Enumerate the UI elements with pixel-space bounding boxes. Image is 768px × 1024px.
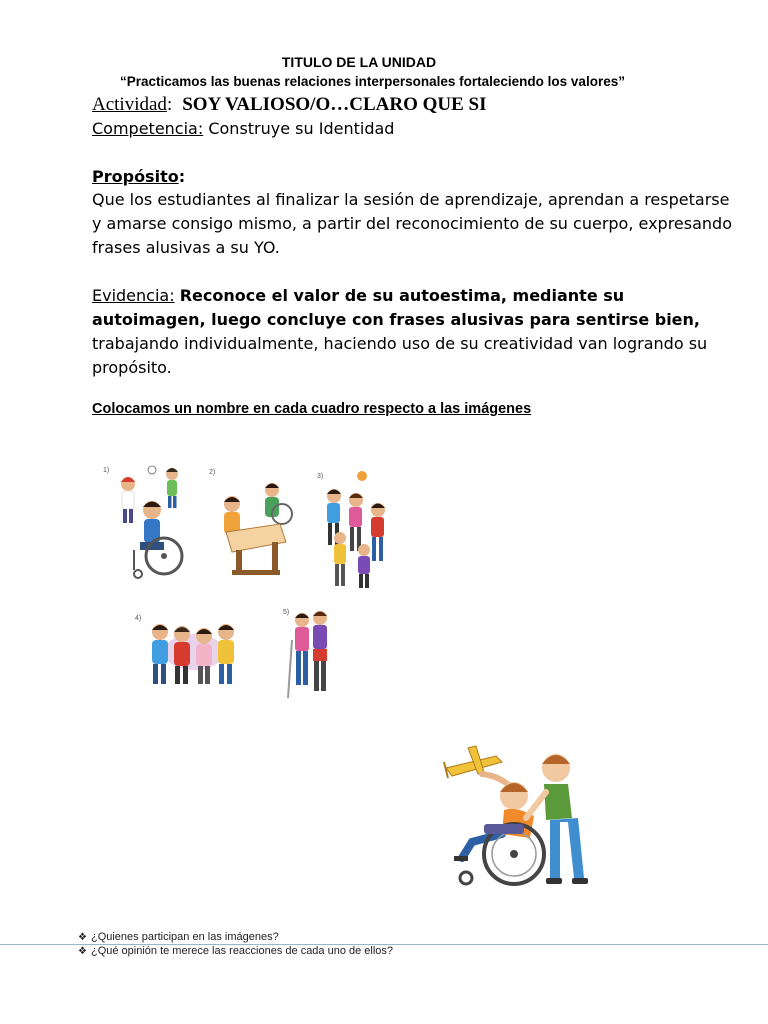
proposito-text: Que los estudiantes al finalizar la sesión de aprendizaje, aprendan a respetarse y amarse consigo mismo, a partir del reconocimiento de su cuerpo, expresando frases alusivas a su YO. xyxy=(92,190,732,257)
question-text: ¿Qué opinión te merece las reacciones de cada uno de ellos? xyxy=(90,945,394,957)
activity-colon: : xyxy=(166,94,173,115)
image-number-5: 5) xyxy=(283,609,290,616)
competencia-line xyxy=(92,119,394,138)
unit-title: TITULO DE LA UNIDAD xyxy=(281,54,437,70)
image-number-2: 2) xyxy=(209,469,216,476)
activity-title: SOY VALIOSO/O…CLARO QUE SI xyxy=(182,94,487,115)
image-number-3: 3) xyxy=(317,473,324,480)
unit-subtitle: “Practicamos las buenas relaciones interpersonales fortaleciendo los valores” xyxy=(120,74,625,89)
proposito-heading xyxy=(92,167,185,186)
image-kids-talking xyxy=(132,610,244,690)
evidencia-bold-text: Reconoce el valor de su autoestima, mediante su autoimagen, luego concluye con frases alusivas para sentirse bien, xyxy=(92,286,700,329)
image-number-4: 4) xyxy=(135,615,142,622)
image-kids-at-table xyxy=(206,462,296,580)
instruction-heading: Colocamos un nombre en cada cuadro respecto a las imágenes xyxy=(92,401,532,417)
evidencia-paragraph xyxy=(92,284,732,380)
image-wheelchair-airplane xyxy=(418,738,608,900)
image-kids-walking-cane xyxy=(280,604,340,704)
activity-line xyxy=(92,94,486,116)
activity-label: Actividad xyxy=(92,94,167,115)
diamond-bullet-icon: ❖ xyxy=(78,946,87,957)
question-text: ¿Quienes participan en las imágenes? xyxy=(90,931,279,943)
image-number-1: 1) xyxy=(103,467,110,474)
image-wheelchair-friends xyxy=(100,460,192,590)
evidencia-text: trabajando individualmente, haciendo uso de su creatividad van logrando su propósito. xyxy=(92,334,708,377)
competencia-label: Competencia: xyxy=(92,119,204,138)
image-group-playing xyxy=(314,466,396,592)
proposito-colon: : xyxy=(178,167,186,186)
proposito-label: Propósito xyxy=(92,167,179,186)
question-item xyxy=(78,945,393,957)
evidencia-label: Evidencia: xyxy=(92,286,175,305)
question-item xyxy=(78,931,279,943)
competencia-value: Construye su Identidad xyxy=(208,119,395,138)
diamond-bullet-icon: ❖ xyxy=(78,932,87,943)
